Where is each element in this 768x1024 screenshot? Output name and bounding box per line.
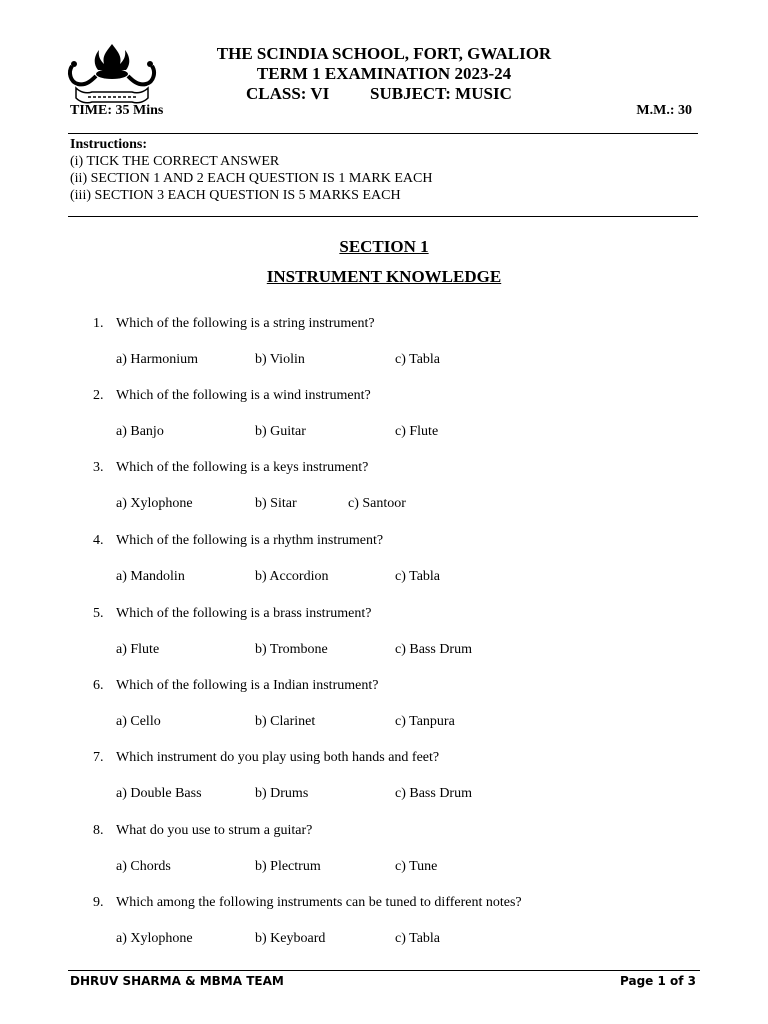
page-number: Page 1 of 3: [620, 974, 696, 988]
option-c[interactable]: c) Flute: [395, 424, 439, 439]
option-b[interactable]: b) Keyboard: [255, 931, 326, 946]
question-number: 4.: [93, 533, 104, 548]
option-a[interactable]: a) Mandolin: [116, 569, 185, 584]
question-item: [0, 533, 768, 593]
option-c[interactable]: c) Tanpura: [395, 714, 455, 729]
question-item: [0, 460, 768, 520]
option-c[interactable]: c) Tabla: [395, 352, 441, 367]
question-text: Which among the following instruments can be tuned to different notes?: [116, 895, 522, 910]
question-number: 2.: [93, 388, 104, 403]
question-text: Which of the following is a keys instrument?: [116, 460, 369, 475]
question-number: 6.: [93, 678, 104, 693]
question-text: Which of the following is a rhythm instrument?: [116, 533, 384, 548]
option-c[interactable]: c) Santoor: [348, 496, 406, 511]
question-number: 7.: [93, 750, 104, 765]
option-a[interactable]: a) Chords: [116, 859, 171, 874]
question-item: [0, 895, 768, 955]
question-item: [0, 823, 768, 883]
option-b[interactable]: b) Accordion: [255, 569, 329, 584]
option-b[interactable]: b) Guitar: [255, 424, 306, 439]
option-b[interactable]: b) Sitar: [255, 496, 297, 511]
time-label: TIME: 35 Mins: [70, 103, 164, 118]
instructions-title: Instructions:: [70, 137, 148, 152]
question-number: 1.: [93, 316, 104, 331]
instruction-item: (ii) SECTION 1 AND 2 EACH QUESTION IS 1 MARK EACH: [70, 171, 433, 186]
option-a[interactable]: a) Xylophone: [116, 496, 193, 511]
option-c[interactable]: c) Bass Drum: [395, 786, 472, 801]
option-a[interactable]: a) Harmonium: [116, 352, 199, 367]
question-number: 9.: [93, 895, 104, 910]
option-b[interactable]: b) Clarinet: [255, 714, 316, 729]
option-c[interactable]: c) Bass Drum: [395, 642, 472, 657]
option-a[interactable]: a) Banjo: [116, 424, 164, 439]
question-item: [0, 678, 768, 738]
instruction-item: (i) TICK THE CORRECT ANSWER: [70, 154, 280, 169]
option-a[interactable]: a) Flute: [116, 642, 160, 657]
option-a[interactable]: a) Xylophone: [116, 931, 193, 946]
question-number: 5.: [93, 606, 104, 621]
section-title: SECTION 1: [339, 237, 429, 256]
option-c[interactable]: c) Tabla: [395, 931, 441, 946]
option-c[interactable]: c) Tune: [395, 859, 438, 874]
question-text: Which of the following is a Indian instrument?: [116, 678, 379, 693]
question-text: Which of the following is a string instrument?: [116, 316, 375, 331]
max-marks-label: M.M.: 30: [636, 103, 692, 118]
question-item: [0, 388, 768, 448]
option-b[interactable]: b) Plectrum: [255, 859, 321, 874]
option-b[interactable]: b) Trombone: [255, 642, 328, 657]
question-item: [0, 316, 768, 376]
school-name: THE SCINDIA SCHOOL, FORT, GWALIOR: [216, 44, 552, 63]
question-text: Which instrument do you play using both hands and feet?: [116, 750, 440, 765]
divider: [68, 133, 698, 134]
class-label: CLASS: VI: [246, 84, 330, 103]
question-item: [0, 606, 768, 666]
question-number: 8.: [93, 823, 104, 838]
question-text: What do you use to strum a guitar?: [116, 823, 313, 838]
divider: [68, 216, 698, 217]
instruction-item: (iii) SECTION 3 EACH QUESTION IS 5 MARKS EACH: [70, 188, 401, 203]
option-a[interactable]: a) Double Bass: [116, 786, 202, 801]
option-b[interactable]: b) Drums: [255, 786, 309, 801]
option-c[interactable]: c) Tabla: [395, 569, 441, 584]
question-item: [0, 750, 768, 810]
option-b[interactable]: b) Violin: [255, 352, 305, 367]
footer-divider: [68, 970, 700, 971]
exam-title: TERM 1 EXAMINATION 2023-24: [256, 64, 512, 83]
option-a[interactable]: a) Cello: [116, 714, 161, 729]
question-number: 3.: [93, 460, 104, 475]
subject-label: SUBJECT: MUSIC: [370, 84, 512, 103]
question-text: Which of the following is a brass instrument?: [116, 606, 372, 621]
question-text: Which of the following is a wind instrument?: [116, 388, 371, 403]
footer-team: DHRUV SHARMA & MBMA TEAM: [70, 974, 284, 988]
section-subtitle: INSTRUMENT KNOWLEDGE: [266, 267, 502, 286]
